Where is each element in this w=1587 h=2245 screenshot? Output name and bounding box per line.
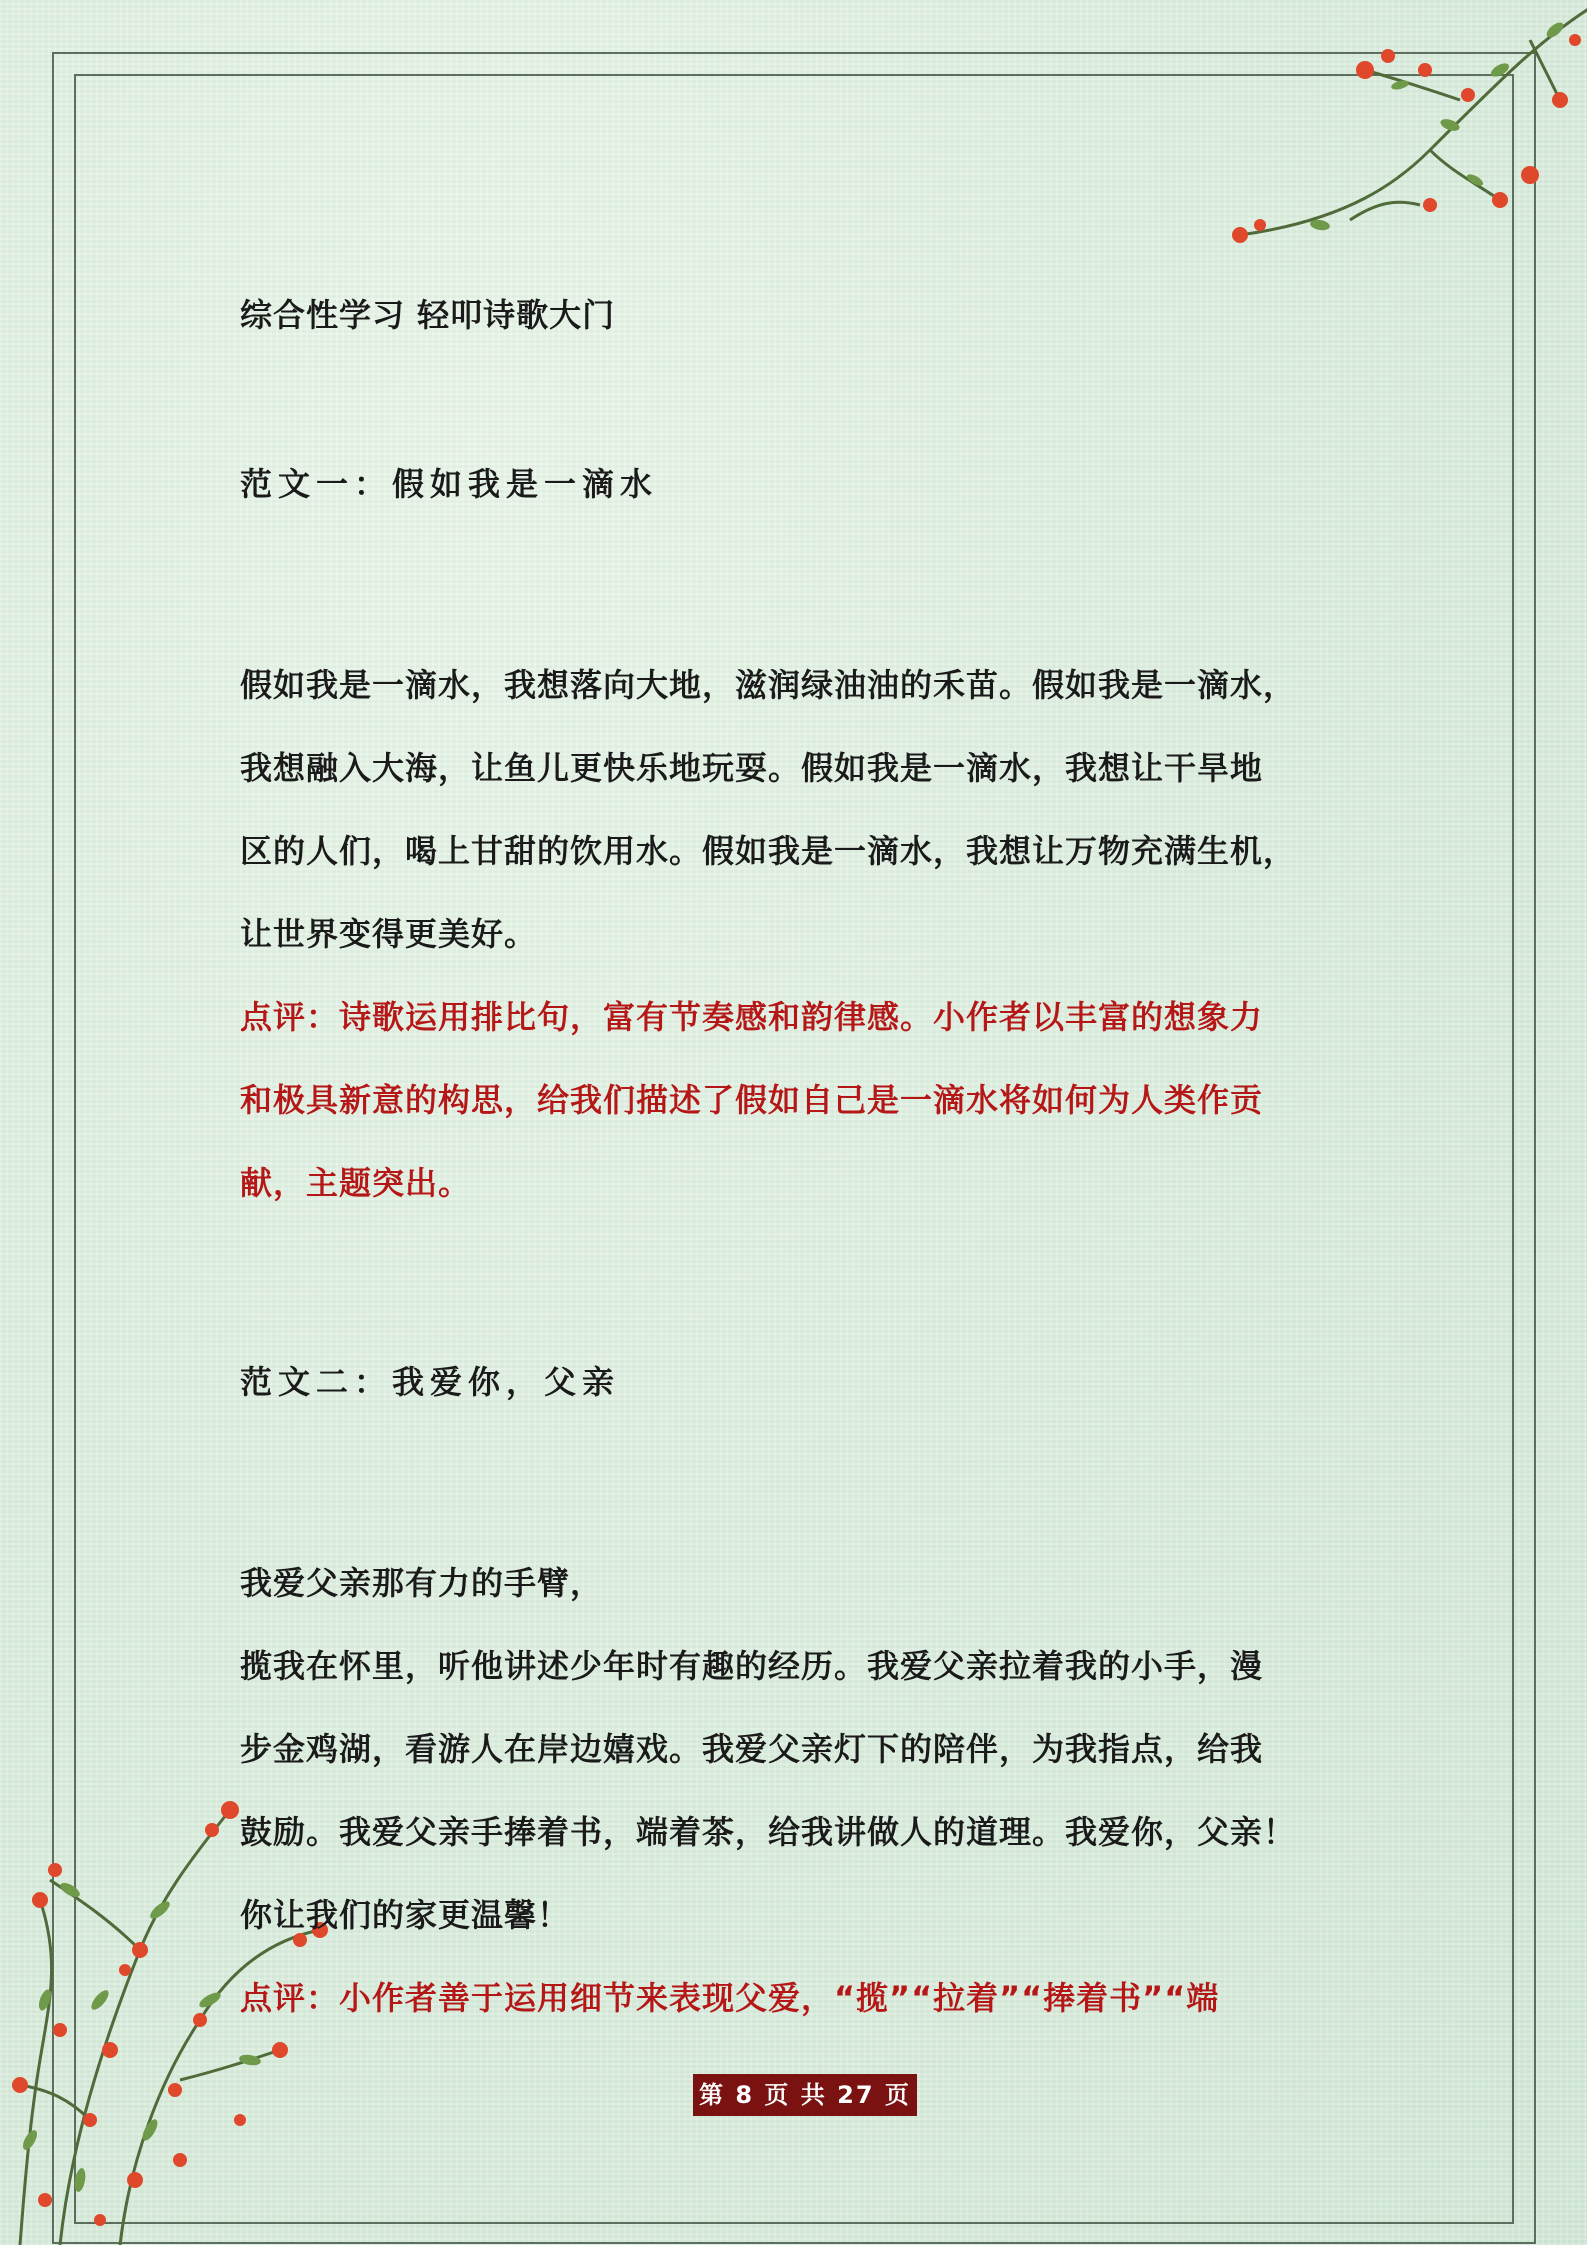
essay2-line: 步金鸡湖，看游人在岸边嬉戏。我爱父亲灯下的陪伴，为我指点，给我 <box>240 1730 1264 1768</box>
essay1-comment-line: 献，主题突出。 <box>240 1164 472 1202</box>
essay2-line: 鼓励。我爱父亲手捧着书，端着茶，给我讲做人的道理。我爱你，父亲！ <box>240 1813 1297 1851</box>
essay2-comment-line: 点评：小作者善于运用细节来表现父爱，“揽”“拉着”“捧着书”“端 <box>240 1979 1220 2017</box>
essay2-line: 揽我在怀里，听他讲述少年时有趣的经历。我爱父亲拉着我的小手，漫 <box>240 1647 1264 1685</box>
essay1-line: 让世界变得更美好。 <box>240 915 538 953</box>
document-body <box>240 290 1350 2056</box>
document-title: 综合性学习 轻叩诗歌大门 <box>240 296 616 334</box>
essay1-line: 区的人们，喝上甘甜的饮用水。假如我是一滴水，我想让万物充满生机， <box>240 832 1297 870</box>
essay1-heading: 范文一：假如我是一滴水 <box>240 465 659 503</box>
flower-vine-top-right-icon <box>1200 0 1587 270</box>
essay1-line: 我想融入大海，让鱼儿更快乐地玩耍。假如我是一滴水，我想让干旱地 <box>240 749 1264 787</box>
essay1-comment-line: 和极具新意的构思，给我们描述了假如自己是一滴水将如何为人类作贡 <box>240 1081 1264 1119</box>
essay1-line: 假如我是一滴水，我想落向大地，滋润绿油油的禾苗。假如我是一滴水， <box>240 666 1297 704</box>
essay2-line: 我爱父亲那有力的手臂， <box>240 1564 604 1602</box>
essay1-comment-line: 点评：诗歌运用排比句，富有节奏感和韵律感。小作者以丰富的想象力 <box>240 998 1264 1036</box>
essay2-line: 你让我们的家更温馨！ <box>240 1896 571 1934</box>
essay2-heading: 范文二：我爱你，父亲 <box>240 1363 621 1401</box>
page-number: 第 8 页 共 27 页 <box>693 2074 917 2116</box>
